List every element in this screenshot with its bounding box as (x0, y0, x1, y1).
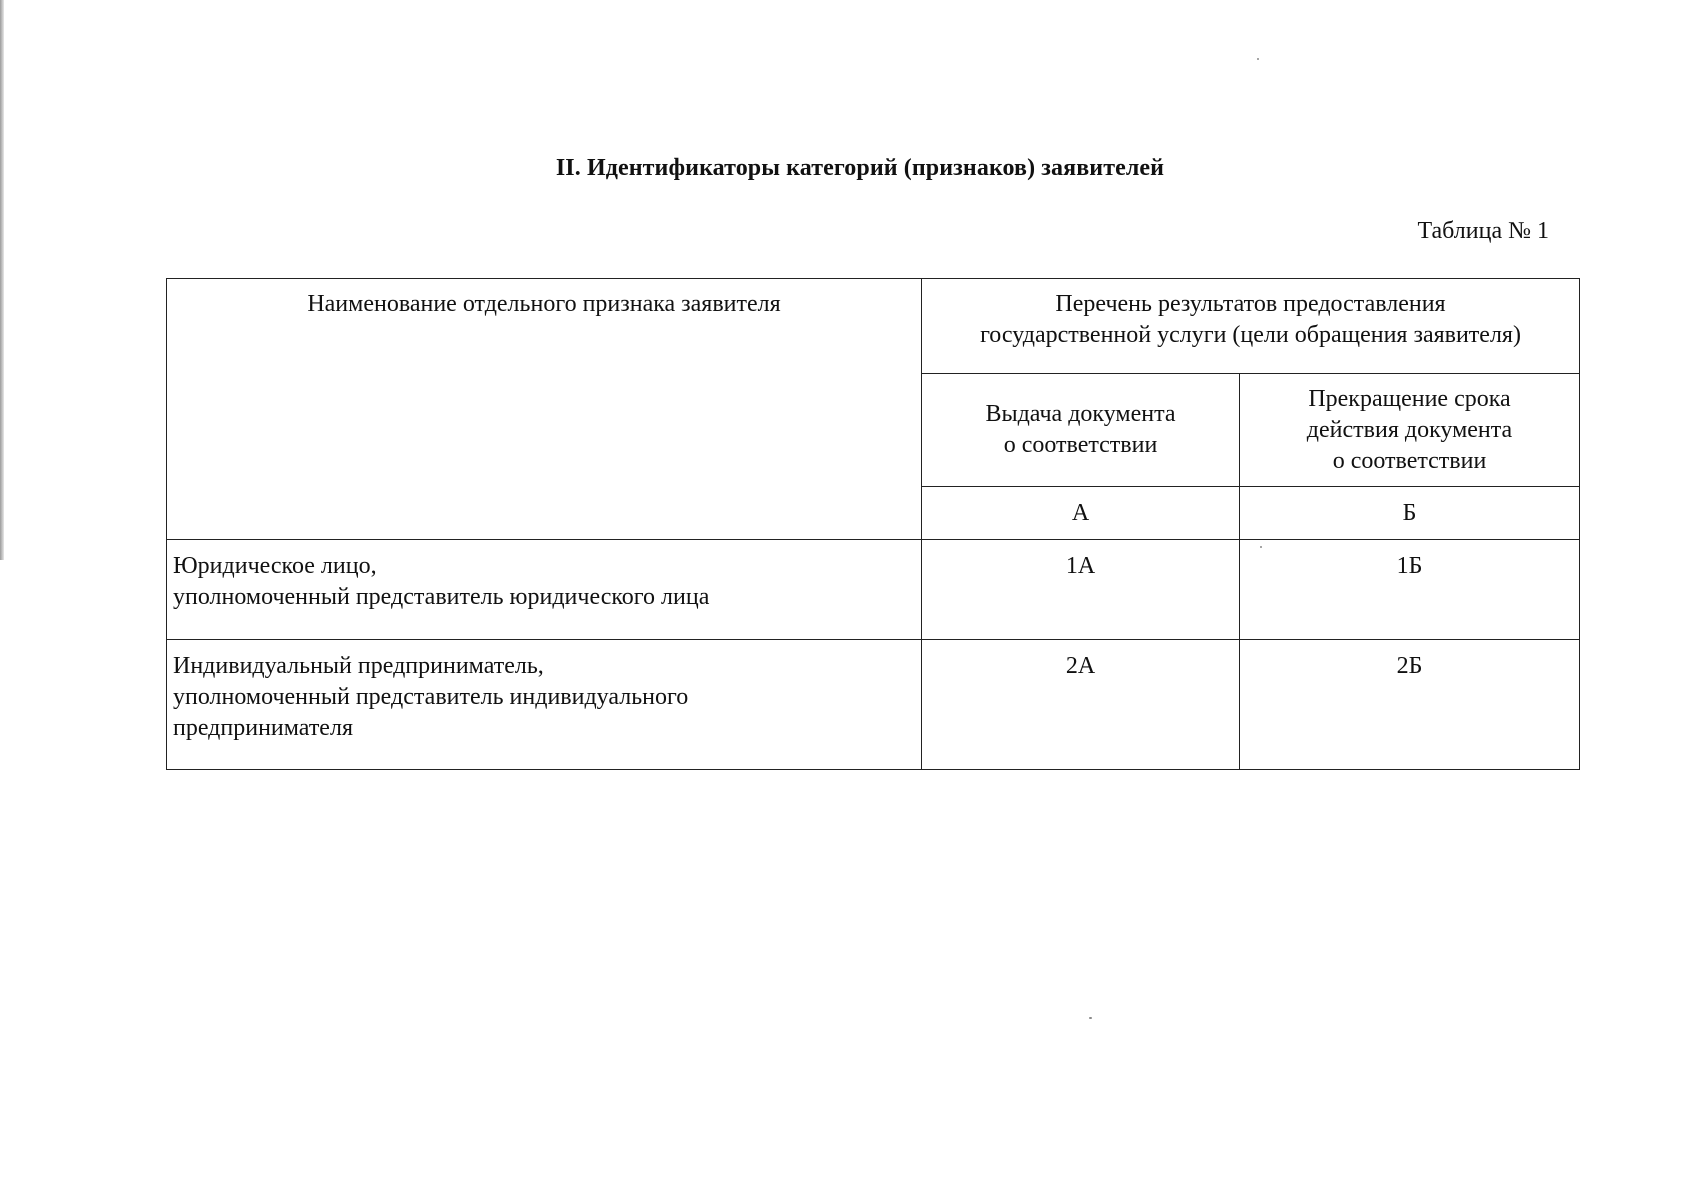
header-applicant-attribute: Наименование отдельного признака заявителя (167, 279, 922, 540)
header-result-b: Прекращение срока действия документа о соответствии (1240, 374, 1580, 487)
header-service-results: Перечень результатов предоставления государственной услуги (цели обращения заявителя) (922, 279, 1580, 374)
applicant-categories-table (166, 278, 1580, 770)
section-title: II. Идентификаторы категорий (признаков) заявителей (555, 155, 1165, 181)
row-label-legal-entity: Юридическое лицо, уполномоченный представитель юридического лица (167, 540, 922, 640)
row-code-b: 1Б (1240, 540, 1580, 640)
scan-speck (1257, 58, 1259, 60)
header-code-a: А (922, 487, 1240, 540)
row-code-a: 1А (922, 540, 1240, 640)
header-code-b: Б (1240, 487, 1580, 540)
scan-speck (1089, 1017, 1092, 1019)
header-result-a: Выдача документа о соответствии (922, 374, 1240, 487)
row-code-b: 2Б (1240, 640, 1580, 770)
scan-edge-shadow (0, 0, 4, 560)
row-code-a: 2А (922, 640, 1240, 770)
row-label-individual-entrepreneur: Индивидуальный предприниматель, уполномоченный представитель индивидуального предпринимателя (167, 640, 922, 770)
scan-speck (1260, 546, 1262, 548)
table-row (167, 540, 1580, 640)
table-caption: Таблица № 1 (1417, 218, 1549, 244)
table-row (167, 640, 1580, 770)
table-header-row-1 (167, 279, 1580, 374)
